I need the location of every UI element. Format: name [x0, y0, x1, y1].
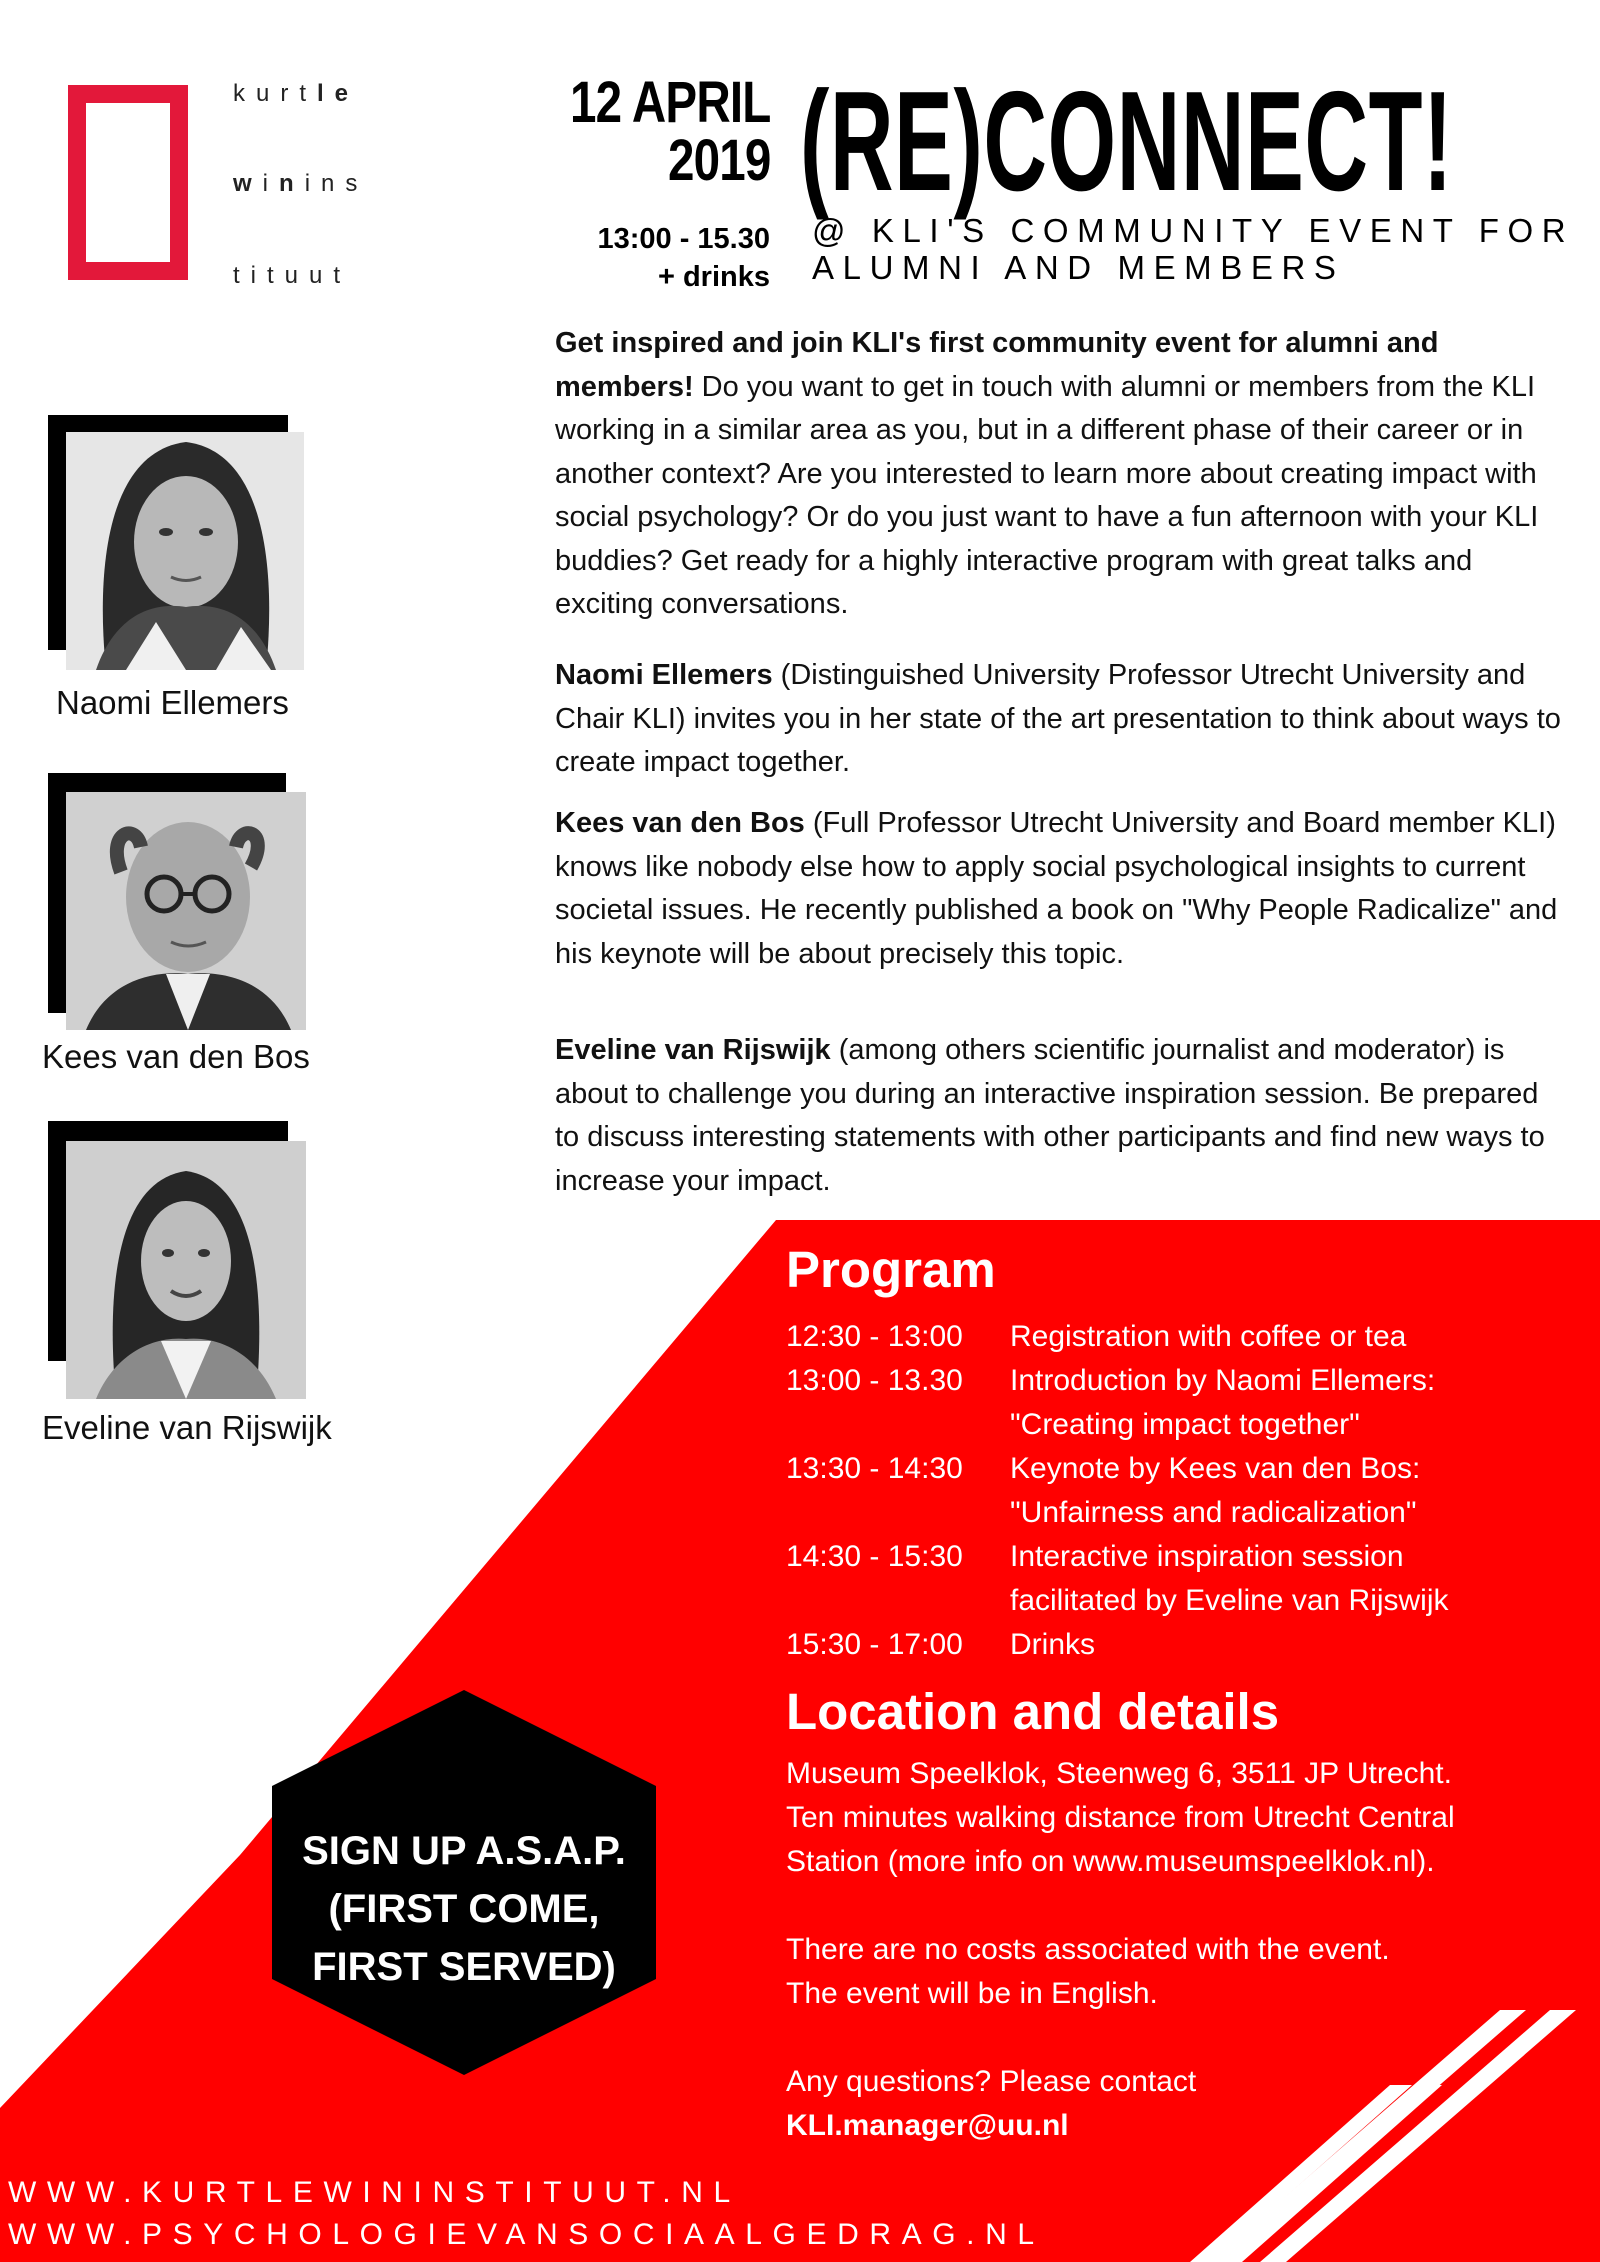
speaker-caption: Eveline van Rijswijk [42, 1409, 332, 1446]
speaker-name: Kees van den Bos [555, 807, 805, 839]
program-row [786, 1359, 1546, 1447]
location-directions-1: Ten minutes walking distance from Utrecht Central [786, 1801, 1455, 1834]
logo-line-1: kurtle [233, 80, 360, 107]
event-drinks: + drinks [657, 261, 770, 293]
program-description: Interactive inspiration session facilitated by Eveline van Rijswijk [1010, 1540, 1449, 1617]
location-language: The event will be in English. [786, 1977, 1158, 2010]
location-costs: There are no costs associated with the event. [786, 1933, 1390, 1966]
speaker-description-3 [555, 1029, 1570, 1203]
footer-url-kli[interactable]: WWW.KURTLEWININSTITUUT.NL [8, 2176, 741, 2209]
speaker-bio: (among others scientific journalist and moderator) is about to challenge you during an interactive inspiration session. Be prepared to discuss interesting statements with other participants and find new ways to increase your impact. [555, 1034, 1545, 1197]
portrait-image [66, 432, 304, 670]
program-time: 14:30 - 15:30 [786, 1540, 963, 1573]
speaker-name: Naomi Ellemers [555, 659, 773, 691]
portrait-icon [66, 792, 306, 1030]
program-row [786, 1447, 1546, 1535]
signup-call-to-action[interactable]: SIGN UP A.S.A.P. (FIRST COME, FIRST SERVED) [302, 1829, 626, 1989]
location-details [786, 1752, 1566, 2148]
speaker-description-1 [555, 654, 1570, 785]
program-description: Introduction by Naomi Ellemers: "Creating impact together" [1010, 1364, 1436, 1441]
program-description: Keynote by Kees van den Bos: "Unfairness and radicalization" [1010, 1452, 1421, 1529]
page-title: (RE)CONNECT! [800, 62, 1453, 221]
contact-text: Any questions? Please contact [786, 2065, 1197, 2098]
program-row [786, 1535, 1546, 1623]
logo-red-frame [68, 85, 188, 280]
speaker-bio: (Full Professor Utrecht University and Board member KLI) knows like nobody else how to apply social psychological insights to current societal issues. He recently published a book on "Why People Radicalize" and his keynote will be about precisely this topic. [555, 807, 1558, 970]
logo-line-3: tituut [233, 262, 352, 289]
program-description: Drinks [1010, 1628, 1096, 1661]
portrait-image [66, 1141, 306, 1399]
program-time: 13:00 - 13.30 [786, 1364, 963, 1397]
program-heading: Program [786, 1241, 996, 1298]
speaker-bio: (Distinguished University Professor Utrecht University and Chair KLI) invites you in her state of the art presentation to think about ways to create impact together. [555, 659, 1561, 778]
program-row [786, 1315, 1546, 1359]
program-description: Registration with coffee or tea [1010, 1320, 1407, 1353]
event-year: 2019 [667, 128, 770, 193]
page-subtitle [812, 212, 1574, 286]
portrait-icon [66, 1141, 306, 1399]
location-address: Museum Speelklok, Steenweg 6, 3511 JP Utrecht. [786, 1757, 1452, 1790]
speaker-caption: Naomi Ellemers [56, 684, 289, 721]
intro-text: Do you want to get in touch with alumni or members from the KLI working in a similar area as you, but in a different phase of their career or in another context? Are you interested to learn more about creating impact with social psychology? Or do you just want to have a fun afternoon with your KLI buddies? Get ready for a highly interactive program with great talks and exciting conversations. [555, 370, 1539, 620]
program-time: 12:30 - 13:00 [786, 1320, 963, 1353]
program-time: 13:30 - 14:30 [786, 1452, 963, 1485]
subtitle-line-1: @ KLI'S COMMUNITY EVENT FOR [812, 212, 1575, 249]
location-directions-2: Station (more info on www.museumspeelklok.nl). [786, 1845, 1435, 1878]
intro-bold: Get inspired and join KLI's first community event for alumni and members! [555, 327, 1439, 403]
program-table [786, 1315, 1546, 1667]
speaker-caption: Kees van den Bos [42, 1038, 310, 1075]
event-date-block [526, 70, 770, 296]
logo-line-2: winins [233, 170, 369, 197]
subtitle-line-2: ALUMNI AND MEMBERS [812, 249, 1345, 286]
portrait-icon [66, 432, 304, 670]
program-time: 15:30 - 17:00 [786, 1628, 963, 1661]
speaker-name: Eveline van Rijswijk [555, 1034, 831, 1066]
intro-paragraph [555, 322, 1570, 627]
contact-email-link[interactable]: KLI.manager@uu.nl [786, 2109, 1069, 2142]
location-heading: Location and details [786, 1683, 1280, 1740]
program-row [786, 1623, 1546, 1667]
portrait-image [66, 792, 306, 1030]
event-time: 13:00 - 15.30 [597, 223, 770, 255]
speaker-description-2 [555, 802, 1570, 976]
footer-url-psychologie[interactable]: WWW.PSYCHOLOGIEVANSOCIAALGEDRAG.NL [8, 2218, 1045, 2251]
event-date: 12 APRIL [569, 70, 770, 135]
